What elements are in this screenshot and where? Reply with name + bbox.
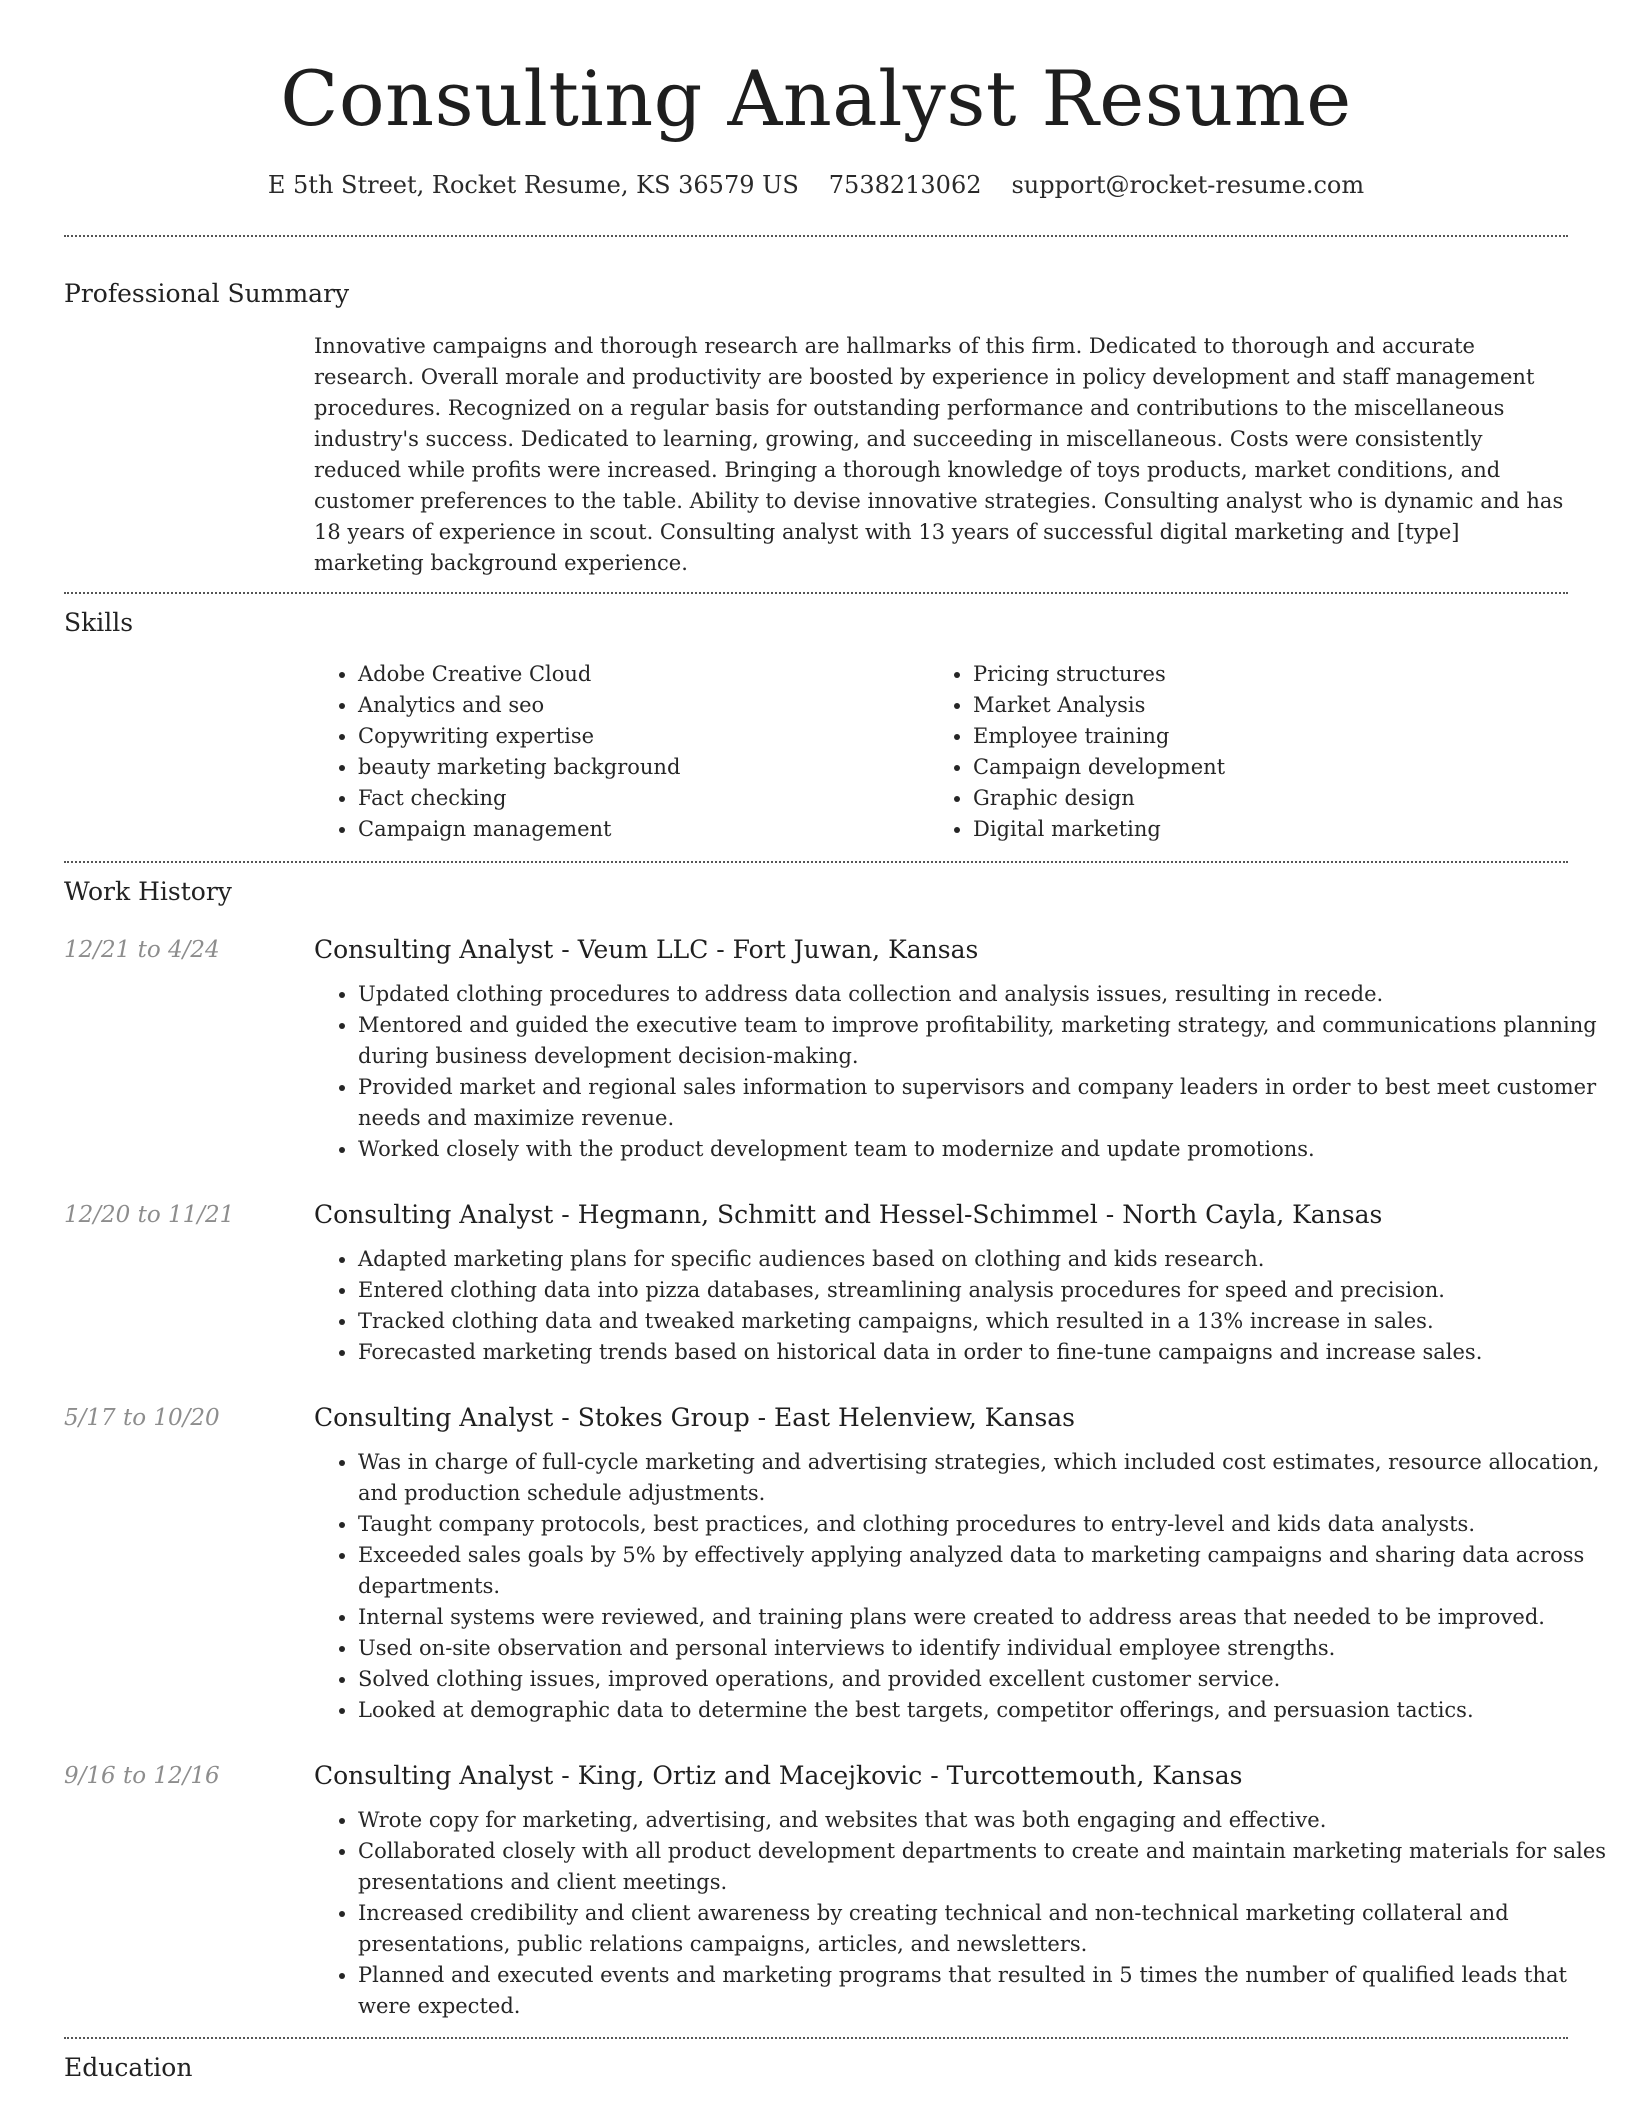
job-bullet: • Adapted marketing plans for specific audiences based on clothing and kids research. bbox=[358, 1244, 1612, 1275]
skill-item: • Adobe Creative Cloud bbox=[358, 659, 929, 690]
job-entry bbox=[64, 1198, 1568, 1368]
divider bbox=[64, 861, 1568, 863]
phone: 7538213062 bbox=[828, 171, 982, 199]
job-bullets bbox=[314, 1447, 1612, 1726]
job-dates: 12/20 to 11/21 bbox=[64, 1202, 235, 1228]
skills-body bbox=[314, 659, 1568, 845]
job-title: Consulting Analyst - King, Ortiz and Macejkovic - Turcottemouth, Kansas bbox=[314, 1761, 1243, 1790]
skill-item: • Copywriting expertise bbox=[358, 721, 929, 752]
summary-text: Innovative campaigns and thorough research are hallmarks of this firm. Dedicated to thorough and accurate research. Overall morale and productivity are boosted by experience in policy development and staff management procedures. Recognized on a regular basis for outstanding performance and contributions to the miscellaneous industry's success. Dedicated to learning, growing, and succeeding in miscellaneous. Costs were consistently reduced while profits were increased. Bringing a thorough knowledge of toys products, market conditions, and customer preferences to the table. Ability to devise innovative strategies. Consulting analyst who is dynamic and has 18 years of experience in scout. Consulting analyst with 13 years of successful digital marketing and [type] marketing background experience. bbox=[314, 334, 1564, 575]
job-title: Consulting Analyst - Stokes Group - East Helenview, Kansas bbox=[314, 1403, 1076, 1432]
skills-grid bbox=[314, 659, 1568, 845]
section-title-skills: Skills bbox=[64, 608, 134, 637]
skill-item: • Market Analysis bbox=[973, 690, 1544, 721]
job-bullet: • Wrote copy for marketing, advertising, and websites that was both engaging and effective. bbox=[358, 1805, 1612, 1836]
job-bullet: • Was in charge of full-cycle marketing and advertising strategies, which included cost estimates, resource allocation, and production schedule adjustments. bbox=[358, 1447, 1612, 1509]
divider bbox=[64, 235, 1568, 237]
section-title-education: Education bbox=[64, 2053, 193, 2082]
skill-item: • Pricing structures bbox=[973, 659, 1544, 690]
job-dates: 5/17 to 10/20 bbox=[64, 1405, 220, 1431]
job-bullet: • Increased credibility and client awareness by creating technical and non-technical marketing collateral and presentations, public relations campaigns, articles, and newsletters. bbox=[358, 1898, 1612, 1960]
job-bullet: • Collaborated closely with all product development departments to create and maintain marketing materials for sales presentations and client meetings. bbox=[358, 1836, 1612, 1898]
skill-item: • Campaign development bbox=[973, 752, 1544, 783]
job-bullets bbox=[314, 1805, 1612, 2022]
job-bullet: • Mentored and guided the executive team to improve profitability, marketing strategy, and communications planning during business development decision-making. bbox=[358, 1010, 1612, 1072]
job-bullet: • Exceeded sales goals by 5% by effectively applying analyzed data to marketing campaigns and sharing data across departments. bbox=[358, 1540, 1612, 1602]
job-bullet: • Taught company protocols, best practices, and clothing procedures to entry-level and kids data analysts. bbox=[358, 1509, 1612, 1540]
job-entry bbox=[64, 1401, 1600, 1726]
job-title: Consulting Analyst - Veum LLC - Fort Juwan, Kansas bbox=[314, 935, 979, 964]
resume-title: Consulting Analyst Resume bbox=[280, 54, 1352, 143]
skill-item: • beauty marketing background bbox=[358, 752, 929, 783]
skill-item: • Digital marketing bbox=[973, 814, 1544, 845]
job-title: Consulting Analyst - Hegmann, Schmitt and Hessel-Schimmel - North Cayla, Kansas bbox=[314, 1200, 1383, 1229]
job-entry bbox=[64, 1759, 1607, 2022]
job-bullet: • Tracked clothing data and tweaked marketing campaigns, which resulted in a 13% increase in sales. bbox=[358, 1306, 1612, 1337]
job-bullet: • Forecasted marketing trends based on historical data in order to fine-tune campaigns and increase sales. bbox=[358, 1337, 1612, 1368]
job-bullet: • Updated clothing procedures to address data collection and analysis issues, resulting in recede. bbox=[358, 979, 1612, 1010]
job-bullet: • Looked at demographic data to determine the best targets, competitor offerings, and persuasion tactics. bbox=[358, 1695, 1612, 1726]
skills-list-left bbox=[314, 659, 929, 845]
job-dates: 9/16 to 12/16 bbox=[64, 1763, 220, 1789]
job-entry bbox=[64, 933, 1597, 1165]
section-title-summary: Professional Summary bbox=[64, 279, 350, 308]
job-bullet: • Internal systems were reviewed, and training plans were created to address areas that needed to be improved. bbox=[358, 1602, 1612, 1633]
divider bbox=[64, 2037, 1568, 2039]
skill-item: • Employee training bbox=[973, 721, 1544, 752]
section-title-work: Work History bbox=[64, 877, 232, 906]
summary-body bbox=[314, 331, 1568, 579]
job-bullet: • Used on-site observation and personal interviews to identify individual employee strengths. bbox=[358, 1633, 1612, 1664]
email: support@rocket-resume.com bbox=[1011, 171, 1365, 199]
skills-list-right bbox=[929, 659, 1544, 845]
divider bbox=[64, 592, 1568, 594]
contact-line bbox=[64, 168, 1568, 202]
job-bullet: • Provided market and regional sales information to supervisors and company leaders in order to best meet customer needs and maximize revenue. bbox=[358, 1072, 1612, 1134]
skill-item: • Analytics and seo bbox=[358, 690, 929, 721]
job-dates: 12/21 to 4/24 bbox=[64, 937, 220, 963]
job-bullet: • Planned and executed events and marketing programs that resulted in 5 times the number of qualified leads that were expected. bbox=[358, 1960, 1612, 2022]
job-bullet: • Worked closely with the product development team to modernize and update promotions. bbox=[358, 1134, 1612, 1165]
skill-item: • Fact checking bbox=[358, 783, 929, 814]
address: E 5th Street, Rocket Resume, KS 36579 US bbox=[267, 171, 799, 199]
job-bullet: • Solved clothing issues, improved operations, and provided excellent customer service. bbox=[358, 1664, 1612, 1695]
skill-item: • Graphic design bbox=[973, 783, 1544, 814]
job-bullet: • Entered clothing data into pizza databases, streamlining analysis procedures for speed and precision. bbox=[358, 1275, 1612, 1306]
skill-item: • Campaign management bbox=[358, 814, 929, 845]
job-bullets bbox=[314, 979, 1612, 1165]
job-bullets bbox=[314, 1244, 1612, 1368]
resume-page bbox=[64, 0, 1607, 2085]
